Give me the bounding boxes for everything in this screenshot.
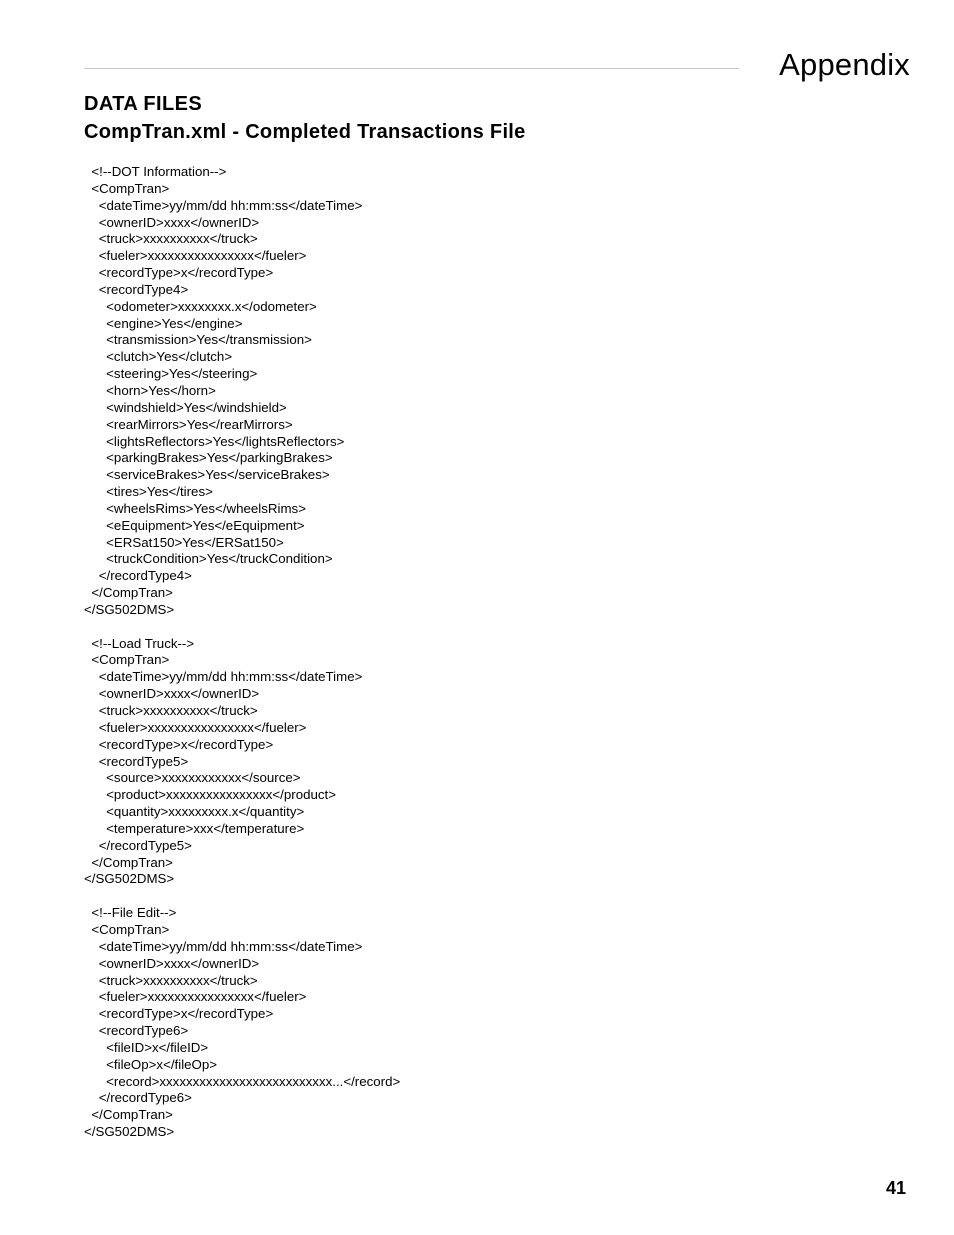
code-line: <tires>Yes</tires> (84, 484, 213, 500)
code-line: <source>xxxxxxxxxxxx</source> (84, 770, 301, 786)
xml-code-listing (84, 164, 784, 1141)
code-line: <wheelsRims>Yes</wheelsRims> (84, 500, 306, 516)
code-line: </SG502DMS> (84, 601, 175, 617)
code-line: <horn>Yes</horn> (84, 382, 216, 398)
code-line: <windshield>Yes</windshield> (84, 399, 287, 415)
section-title: DATA FILES (84, 93, 203, 115)
file-title: CompTran.xml - Completed Transactions File (84, 121, 526, 143)
code-line: <!--File Edit--> (84, 905, 177, 921)
code-line: <!--Load Truck--> (84, 635, 195, 651)
code-line: <fileOp>x</fileOp> (84, 1056, 218, 1072)
code-line: <lightsReflectors>Yes</lightsReflectors> (84, 433, 345, 449)
code-line: <truckCondition>Yes</truckCondition> (84, 551, 333, 567)
code-line: <CompTran> (84, 921, 170, 937)
code-line: <rearMirrors>Yes</rearMirrors> (84, 416, 293, 432)
code-line: <CompTran> (84, 652, 170, 668)
code-line: <record>xxxxxxxxxxxxxxxxxxxxxxxxxx...</record> (84, 1073, 401, 1089)
code-line: </recordType6> (84, 1090, 192, 1106)
code-line: <dateTime>yy/mm/dd hh:mm:ss</dateTime> (84, 938, 363, 954)
code-line: <fueler>xxxxxxxxxxxxxxxx</fueler> (84, 989, 307, 1005)
code-line: <truck>xxxxxxxxxx</truck> (84, 231, 258, 247)
code-line: <odometer>xxxxxxxx.x</odometer> (84, 298, 317, 314)
code-line: <dateTime>yy/mm/dd hh:mm:ss</dateTime> (84, 669, 363, 685)
code-line: </CompTran> (84, 854, 173, 870)
code-line: <fueler>xxxxxxxxxxxxxxxx</fueler> (84, 719, 307, 735)
code-line: </CompTran> (84, 585, 173, 601)
code-line: <truck>xxxxxxxxxx</truck> (84, 972, 258, 988)
code-line: <temperature>xxx</temperature> (84, 820, 305, 836)
code-line: <recordType4> (84, 281, 189, 297)
code-line: <truck>xxxxxxxxxx</truck> (84, 703, 258, 718)
code-line: </SG502DMS> (84, 1124, 175, 1140)
code-line: <steering>Yes</steering> (84, 366, 258, 382)
code-line: </recordType5> (84, 837, 192, 853)
code-line: <CompTran> (84, 180, 170, 196)
code-line: <recordType5> (84, 753, 189, 769)
code-line (84, 619, 784, 636)
code-line: <recordType>x</recordType> (84, 1006, 274, 1022)
code-line: <ownerID>xxxx</ownerID> (84, 214, 260, 230)
code-line: <!--DOT Information--> (84, 164, 227, 179)
code-line: </CompTran> (84, 1107, 173, 1123)
code-line: <ERSat150>Yes</ERSat150> (84, 534, 284, 550)
code-line: <serviceBrakes>Yes</serviceBrakes> (84, 467, 330, 483)
code-line: <quantity>xxxxxxxxx.x</quantity> (84, 804, 305, 820)
code-line (84, 888, 784, 905)
code-line: <ownerID>xxxx</ownerID> (84, 686, 260, 702)
code-line: <recordType>x</recordType> (84, 736, 274, 752)
code-line: </recordType4> (84, 568, 192, 584)
chapter-title: Appendix (779, 47, 910, 82)
code-line: <recordType>x</recordType> (84, 265, 274, 281)
code-line: <product>xxxxxxxxxxxxxxxx</product> (84, 787, 336, 803)
code-line: <parkingBrakes>Yes</parkingBrakes> (84, 450, 333, 466)
code-line: <clutch>Yes</clutch> (84, 349, 233, 365)
code-line: <fueler>xxxxxxxxxxxxxxxx</fueler> (84, 248, 307, 264)
code-line: <transmission>Yes</transmission> (84, 332, 312, 348)
code-line: <fileID>x</fileID> (84, 1039, 209, 1055)
code-line: <eEquipment>Yes</eEquipment> (84, 517, 305, 533)
page-number: 41 (885, 1178, 906, 1198)
code-line: </SG502DMS> (84, 871, 175, 887)
code-line: <recordType6> (84, 1023, 189, 1039)
code-line: <ownerID>xxxx</ownerID> (84, 955, 260, 971)
code-line: <dateTime>yy/mm/dd hh:mm:ss</dateTime> (84, 197, 363, 213)
code-line: <engine>Yes</engine> (84, 315, 243, 331)
header-rule (84, 68, 739, 69)
